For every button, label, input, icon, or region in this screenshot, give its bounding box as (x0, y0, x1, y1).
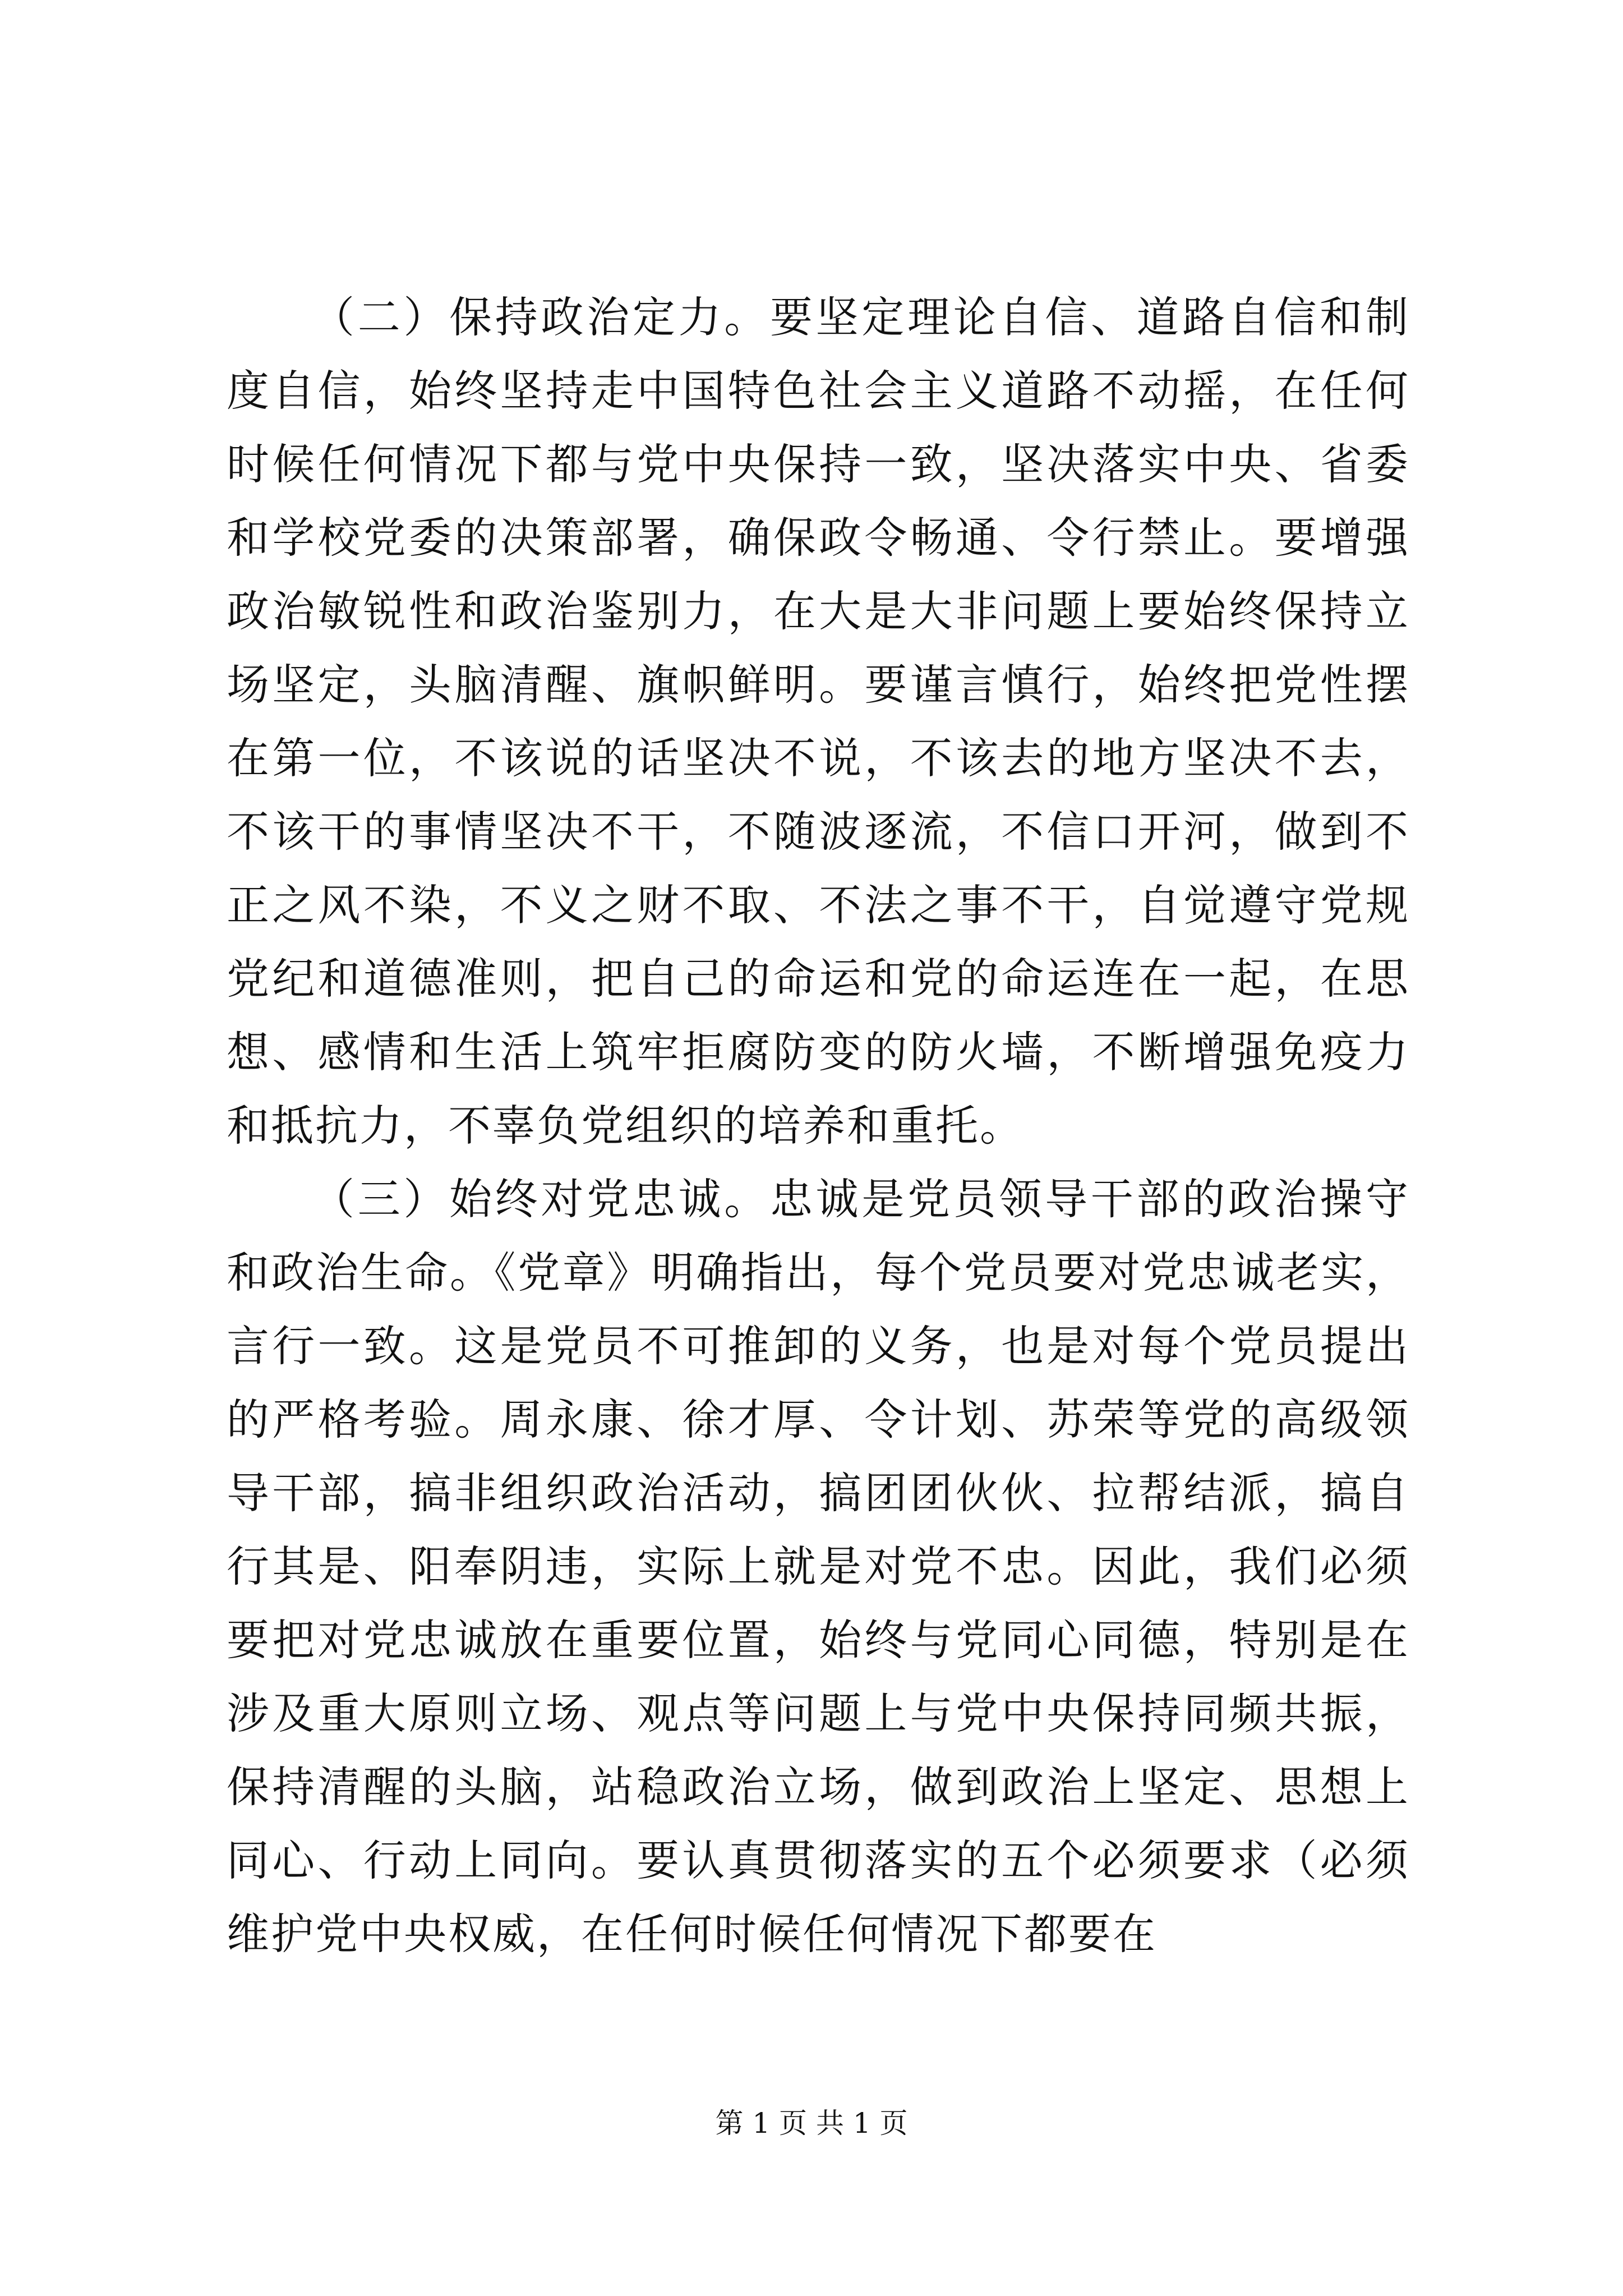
page-footer: 第 1 页 共 1 页 (715, 2107, 908, 2139)
paragraph-loyalty-to-party: （三）始终对党忠诚。忠诚是党员领导干部的政治操守和政治生命。《党章》明确指出，每个党员要对党忠诚老实，言行一致。这是党员不可推卸的义务，也是对每个党员提出的严格考验。周永康、徐才厚、令计划、苏荣等党的高级领导干部，搞非组织政治活动，搞团团伙伙、拉帮结派，搞自行其是、阳奉阴违，实际上就是对党不忠。因此，我们必须要把对党忠诚放在重要位置，始终与党同心同德，特别是在涉及重大原则立场、观点等问题上与党中央保持同频共振，保持清醒的头脑，站稳政治立场，做到政治上坚定、思想上同心、行动上同向。要认真贯彻落实的五个必须要求（必须维护党中央权威，在任何时候任何情况下都要在 (227, 1174, 1410, 1959)
document-body (227, 280, 1410, 1971)
paragraph-maintain-political-focus: （二）保持政治定力。要坚定理论自信、道路自信和制度自信，始终坚持走中国特色社会主义道路不动摇，在任何时候任何情况下都与党中央保持一致，坚决落实中央、省委和学校党委的决策部署，确保政令畅通、令行禁止。要增强政治敏锐性和政治鉴别力，在大是大非问题上要始终保持立场坚定，头脑清醒、旗帜鲜明。要谨言慎行，始终把党性摆在第一位，不该说的话坚决不说，不该去的地方坚决不去，不该干的事情坚决不干，不随波逐流，不信口开河，做到不正之风不染，不义之财不取、不法之事不干，自觉遵守党规党纪和道德准则，把自己的命运和党的命运连在一起，在思想、感情和生活上筑牢拒腐防变的防火墙，不断增强免疫力和抵抗力，不辜负党组织的培养和重托。 (227, 292, 1410, 1151)
